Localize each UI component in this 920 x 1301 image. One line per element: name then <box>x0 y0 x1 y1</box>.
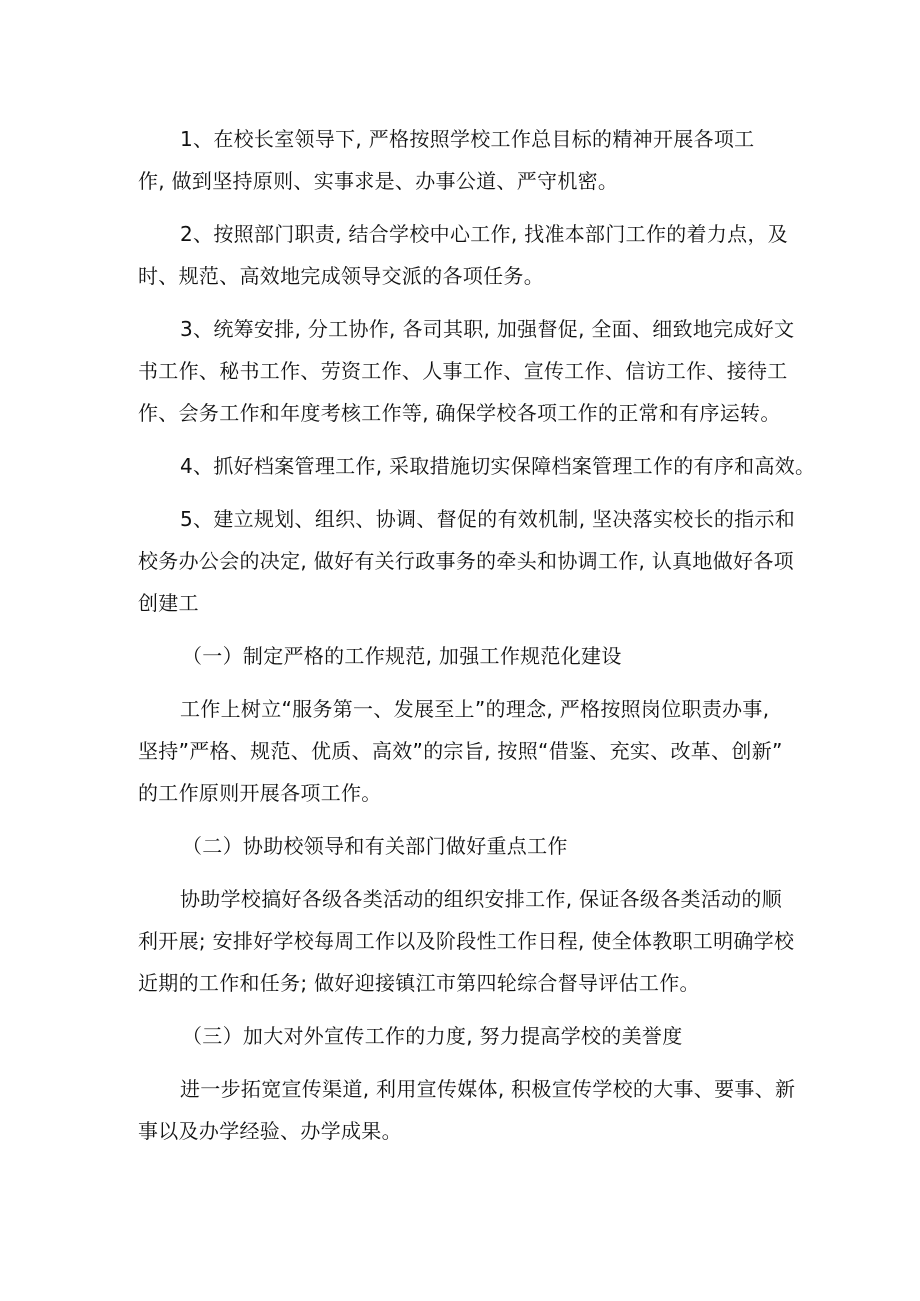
section-heading-1: （一）制定严格的工作规范, 加强工作规范化建设 <box>182 644 622 668</box>
section-heading-3: （三）加大对外宣传工作的力度, 努力提高学校的美誉度 <box>182 1024 683 1048</box>
section-2-line-3: 近期的工作和任务; 做好迎接镇江市第四轮综合督导评估工作。 <box>138 971 700 995</box>
paragraph-3-line-1: 3、统筹安排, 分工协作, 各司其职, 加强督促, 全面、细致地完成好文 <box>180 317 795 341</box>
section-heading-2: （二）协助校领导和有关部门做好重点工作 <box>182 834 568 858</box>
section-1-line-2: 坚持”严格、规范、优质、高效”的宗旨, 按照“借鉴、充实、改革、创新” <box>138 739 783 763</box>
paragraph-1-line-2: 作, 做到坚持原则、实事求是、办事公道、严守机密。 <box>138 169 619 193</box>
section-1-line-3: 的工作原则开展各项工作。 <box>138 781 382 805</box>
section-1-line-1: 工作上树立“服务第一、发展至上”的理念, 严格按照岗位职责办事, <box>180 697 770 721</box>
paragraph-2-line-1: 2、按照部门职责, 结合学校中心工作, 找准本部门工作的着力点，及 <box>180 222 789 246</box>
paragraph-3-line-3: 作、会务工作和年度考核工作等, 确保学校各项工作的正常和有序运转。 <box>138 401 781 425</box>
paragraph-5-line-1: 5、建立规划、组织、协调、督促的有效机制, 坚决落实校长的指示和 <box>180 507 796 531</box>
document-body <box>138 118 816 1152</box>
paragraph-5-line-3: 创建工 <box>138 591 199 615</box>
section-3-line-1: 进一步拓宽宣传渠道, 利用宣传媒体, 积极宣传学校的大事、要事、新 <box>180 1077 796 1101</box>
paragraph-2-line-2: 时、规范、高效地完成领导交派的各项任务。 <box>138 264 544 288</box>
section-2-line-2: 利开展; 安排好学校每周工作以及阶段性工作日程, 使全体教职工明确学校 <box>138 929 795 953</box>
section-2-line-1: 协助学校搞好各级各类活动的组织安排工作, 保证各级各类活动的顺 <box>180 887 783 911</box>
paragraph-5-line-2: 校务办公会的决定, 做好有关行政事务的牵头和协调工作, 认真地做好各项 <box>138 549 794 573</box>
paragraph-3-line-2: 书工作、秘书工作、劳资工作、人事工作、宣传工作、信访工作、接待工 <box>138 359 788 383</box>
section-3-line-2: 事以及办学经验、办学成果。 <box>138 1119 402 1143</box>
paragraph-4-line-1: 4、抓好档案管理工作, 采取措施切实保障档案管理工作的有序和高效。 <box>180 454 816 478</box>
paragraph-1-line-1: 1、在校长室领导下, 严格按照学校工作总目标的精神开展各项工 <box>180 127 755 151</box>
